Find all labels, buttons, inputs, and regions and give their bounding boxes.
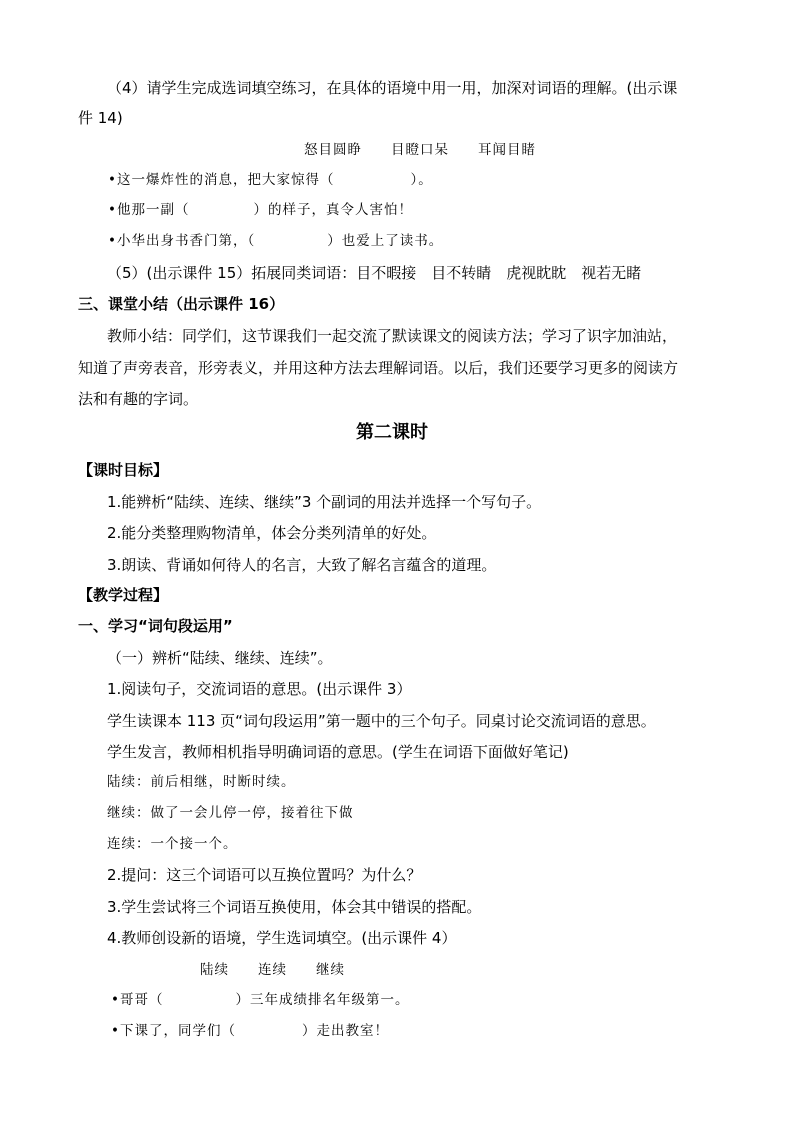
fill-blank-sentence — [108, 231, 443, 251]
objective-item: 2.能分类整理购物清单，体会分类列清单的好处。 — [107, 524, 437, 542]
sentence-end: ）。 — [410, 172, 433, 188]
sentence-start: •他那一副（ — [108, 202, 190, 218]
paragraph-line: 件 14) — [78, 109, 123, 127]
sentence-end: ）的样子，真令人害怕！ — [253, 202, 413, 218]
definition-line: 连续：一个接一个。 — [107, 836, 238, 852]
section-heading: 【教学过程】 — [78, 586, 169, 604]
paragraph-line: （5）(出示课件 15）拓展同类词语：目不暇接 目不转睛 虎视眈眈 视若无睹 — [107, 264, 642, 282]
sentence-start: •哥哥（ — [111, 992, 164, 1008]
paragraph-line: 4.教师创设新的语境，学生选词填空。(出示课件 4） — [107, 929, 457, 947]
definition-line: 陆续：前后相继，时断时续。 — [107, 774, 296, 790]
section-heading: 【课时目标】 — [78, 461, 169, 479]
word-options: 怒目圆睁 目瞪口呆 耳闻目睹 — [304, 142, 536, 158]
objective-item: 3.朗读、背诵如何待人的名言，大致了解名言蕴含的道理。 — [107, 556, 497, 574]
sentence-start: •这一爆炸性的消息，把大家惊得（ — [108, 172, 335, 188]
section-heading: 三、课堂小结（出示课件 16） — [78, 295, 285, 313]
paragraph-line: （4）请学生完成选词填空练习，在具体的语境中用一用，加深对词语的理解。(出示课 — [107, 79, 678, 97]
sentence-start: •下课了，同学们（ — [111, 1023, 236, 1039]
objective-item: 1.能辨析“陆续、连续、继续”3 个副词的用法并选择一个写句子。 — [107, 493, 542, 511]
fill-blank-sentence — [108, 200, 413, 220]
sentence-start: •小华出身书香门第，（ — [108, 233, 256, 249]
paragraph-line: 法和有趣的字词。 — [78, 390, 199, 408]
sentence-end: ）走出教室！ — [301, 1023, 389, 1039]
fill-blank-sentence — [111, 1021, 389, 1041]
paragraph-line: 教师小结：同学们，这节课我们一起交流了默读课文的阅读方法；学习了识字加油站， — [107, 327, 678, 345]
paragraph-line: 学生读课本 113 页“词句段运用”第一题中的三个句子。同桌讨论交流词语的意思。 — [107, 712, 656, 730]
section-heading: 一、学习“词句段运用” — [78, 617, 233, 635]
paragraph-line: 知道了声旁表音，形旁表义，并用这种方法去理解词语。以后，我们还要学习更多的阅读方 — [78, 359, 679, 377]
paragraph-line: 1.阅读句子，交流词语的意思。(出示课件 3） — [107, 680, 412, 698]
fill-blank-sentence — [111, 990, 409, 1010]
subsection-heading: （一）辨析“陆续、继续、连续”。 — [107, 649, 333, 667]
lesson-title: 第二课时 — [356, 422, 428, 443]
word-options: 陆续 连续 继续 — [200, 962, 345, 978]
paragraph-line: 3.学生尝试将三个词语互换使用，体会其中错误的搭配。 — [107, 898, 482, 916]
definition-line: 继续：做了一会儿停一停，接着往下做 — [107, 805, 354, 821]
paragraph-line: 2.提问：这三个词语可以互换位置吗？为什么？ — [107, 866, 422, 884]
paragraph-line: 学生发言，教师相机指导明确词语的意思。(学生在词语下面做好笔记) — [107, 743, 569, 761]
sentence-end: ）三年成绩排名年级第一。 — [235, 992, 410, 1008]
fill-blank-sentence — [108, 170, 433, 190]
sentence-end: ）也爱上了读书。 — [327, 233, 444, 249]
